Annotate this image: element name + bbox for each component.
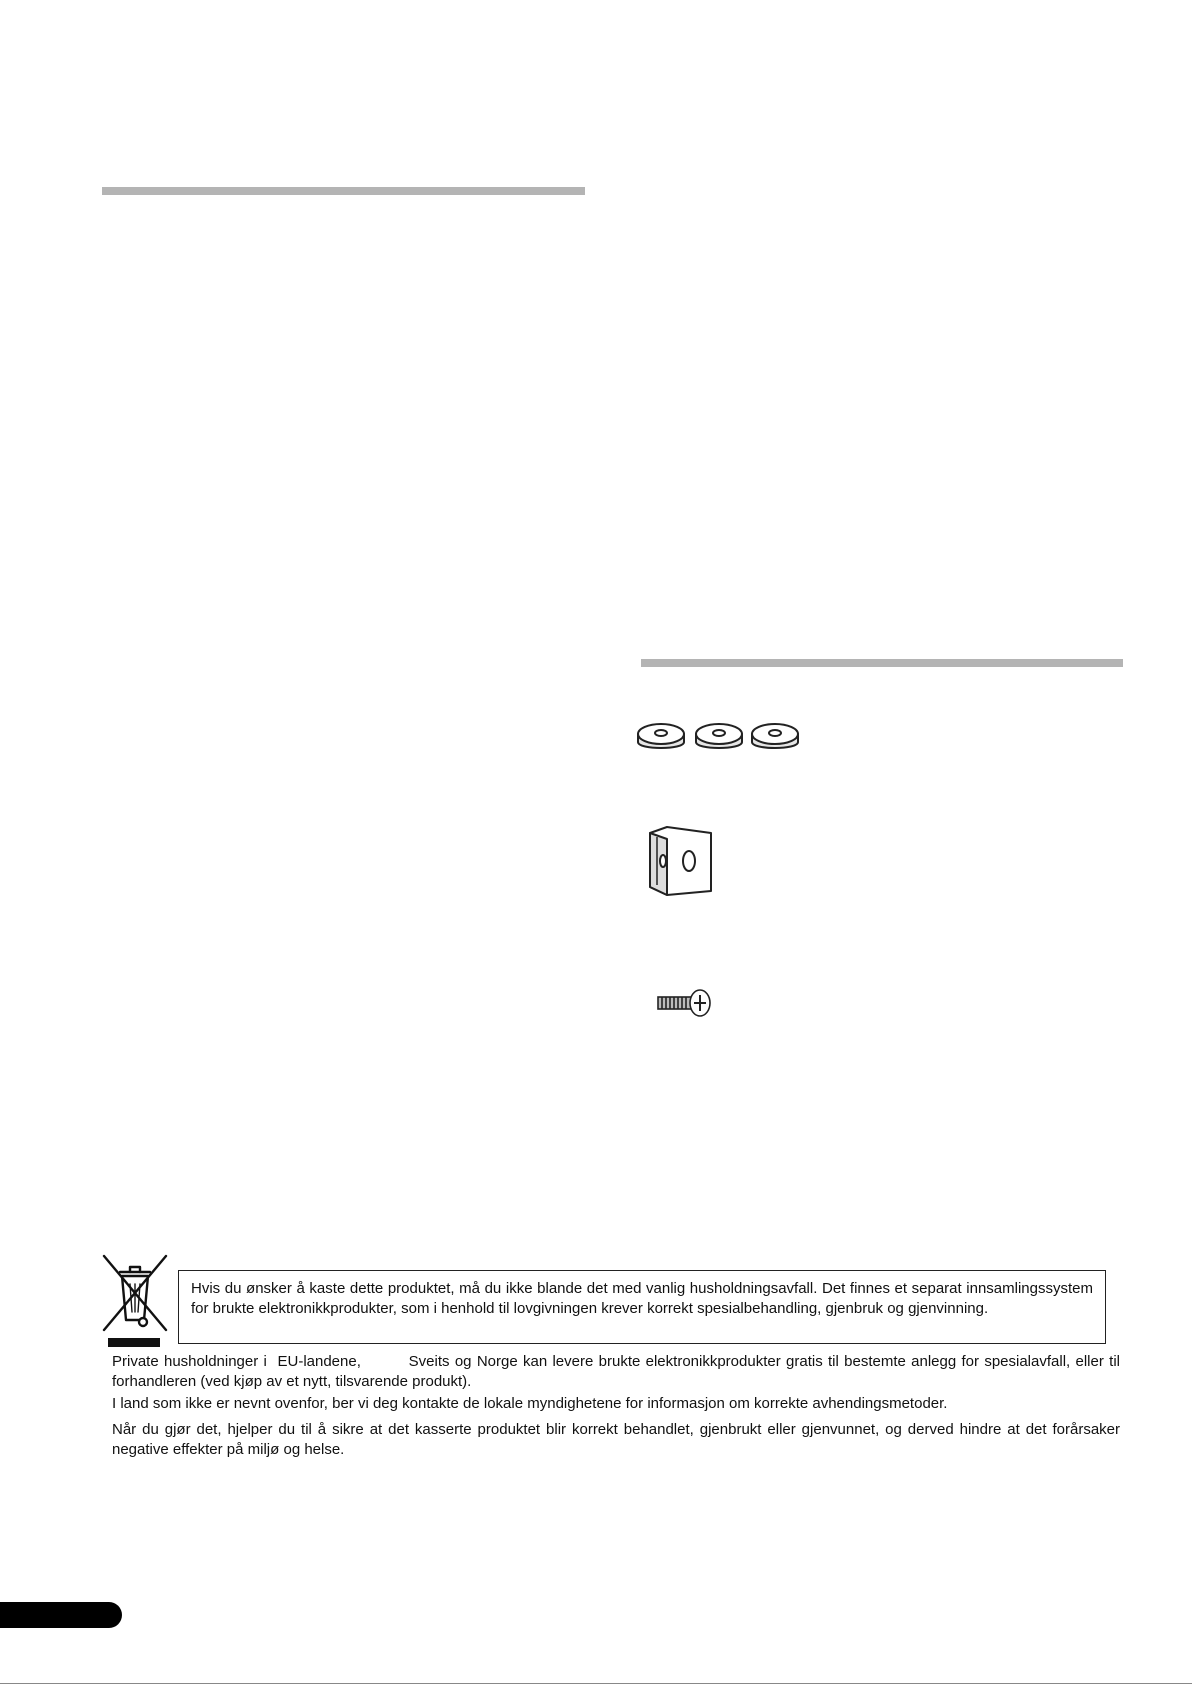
disposal-notice-text: Hvis du ønsker å kaste dette produktet, må du ikke blande det med vanlig husholdningsavfall. Det finnes et separat innsamlingssystem for brukte elektronikkprodukter, som i henhold til lovgivningen krever korrekt spesialbehandling, gjenbruk og gjenvinning. xyxy=(191,1280,1093,1317)
section-rule-right xyxy=(641,659,1123,667)
page-number-tab xyxy=(0,1602,122,1628)
disposal-paragraph-eu: Private husholdninger i EU-landene, Sveits og Norge kan levere brukte elektronikkprodukter gratis til bestemte anlegg for spesialavfall, eller til forhandleren (ved kjøp av et nytt, tilsvarende produkt). xyxy=(112,1353,1125,1390)
disposal-notice-box xyxy=(178,1270,1106,1344)
disposal-paragraph-other-countries: I land som ikke er nevnt ovenfor, ber vi deg kontakte de lokale myndighetene for informasjon om korrekte avhendingsmetoder. xyxy=(112,1395,948,1412)
screw-icon xyxy=(656,987,713,1019)
disposal-paragraph-benefits: Når du gjør det, hjelper du til å sikre at det kasserte produktet blir korrekt behandlet, gjenbrukt eller gjenvunnet, og derved hindre at det forårsaker negative effekter på miljø og helse. xyxy=(112,1421,1120,1458)
page-bottom-line xyxy=(0,1683,1192,1684)
section-rule-left xyxy=(102,187,585,195)
speaker-feet-icon xyxy=(636,717,802,761)
crossed-out-wheelie-bin-icon xyxy=(102,1254,168,1347)
mounting-bracket-icon xyxy=(647,825,714,897)
